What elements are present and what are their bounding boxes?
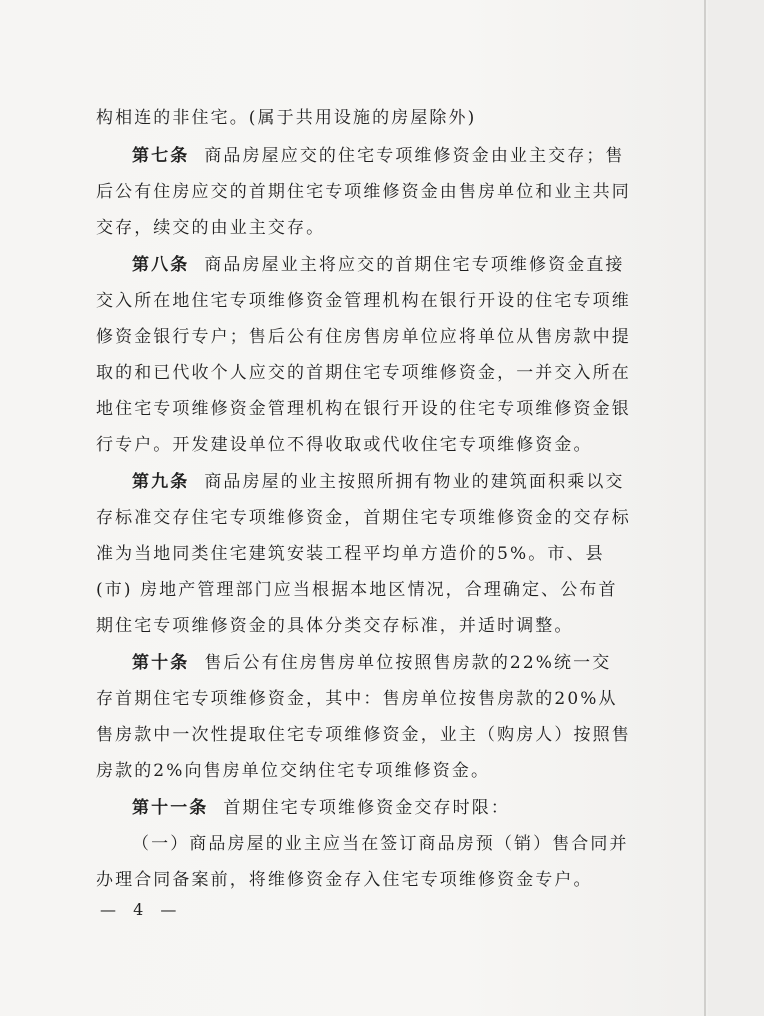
article-9-line-3: 准为当地同类住宅建筑安装工程平均单方造价的5%。市、县 <box>96 544 605 564</box>
article-label: 第七条 <box>132 146 190 166</box>
article-7-line-3: 交存，续交的由业主交存。 <box>96 218 326 238</box>
article-11-line-1: 第十一条 首期住宅专项维修资金交存时限： <box>132 798 510 818</box>
article-9-line-1: 第九条 商品房屋的业主按照所拥有物业的建筑面积乘以交 <box>132 472 625 492</box>
page-margin-strip <box>708 0 764 1016</box>
article-8-line-1: 第八条 商品房屋业主将应交的首期住宅专项维修资金直接 <box>132 255 625 275</box>
article-8-line-3: 修资金银行专户；售后公有住房售房单位应将单位从售房款中提 <box>96 327 631 347</box>
article-11-item-1-line-1: （一）商品房屋的业主应当在签订商品房预（销）售合同并 <box>132 834 629 854</box>
article-10-line-3: 售房款中一次性提取住宅专项维修资金，业主（购房人）按照售 <box>96 725 631 745</box>
article-9-line-2: 存标准交存住宅专项维修资金，首期住宅专项维修资金的交存标 <box>96 508 631 528</box>
article-11-item-1-line-2: 办理合同备案前，将维修资金存入住宅专项维修资金专户。 <box>96 870 593 890</box>
article-8-line-5: 地住宅专项维修资金管理机构在银行开设的住宅专项维修资金银 <box>96 399 631 419</box>
article-label: 第八条 <box>132 255 190 275</box>
article-7-line-1: 第七条 商品房屋应交的住宅专项维修资金由业主交存；售 <box>132 146 625 166</box>
article-10-line-1: 第十条 售后公有住房售房单位按照售房款的22%统一交 <box>132 653 612 673</box>
article-7-line-2: 后公有住房应交的首期住宅专项维修资金由售房单位和业主共同 <box>96 182 631 202</box>
article-10-line-4: 房款的2%向售房单位交纳住宅专项维修资金。 <box>96 761 491 781</box>
article-8-line-2: 交入所在地住宅专项维修资金管理机构在银行开设的住宅专项维 <box>96 291 631 311</box>
text-line-1: 构相连的非住宅。(属于共用设施的房屋除外) <box>96 108 477 128</box>
page-number: — 4 — <box>100 900 183 919</box>
article-label: 第十条 <box>132 653 190 673</box>
article-label: 第九条 <box>132 472 190 492</box>
article-label: 第十一条 <box>132 798 209 818</box>
article-8-line-6: 行专户。开发建设单位不得收取或代收住宅专项维修资金。 <box>96 435 593 455</box>
article-8-line-4: 取的和已代收个人应交的首期住宅专项维修资金，一并交入所在 <box>96 363 631 383</box>
article-10-line-2: 存首期住宅专项维修资金，其中：售房单位按售房款的20%从 <box>96 689 618 709</box>
article-9-line-4: (市) 房地产管理部门应当根据本地区情况，合理确定、公布首 <box>96 580 618 600</box>
page-edge <box>704 0 706 1016</box>
article-9-line-5: 期住宅专项维修资金的具体分类交存标准，并适时调整。 <box>96 616 574 636</box>
